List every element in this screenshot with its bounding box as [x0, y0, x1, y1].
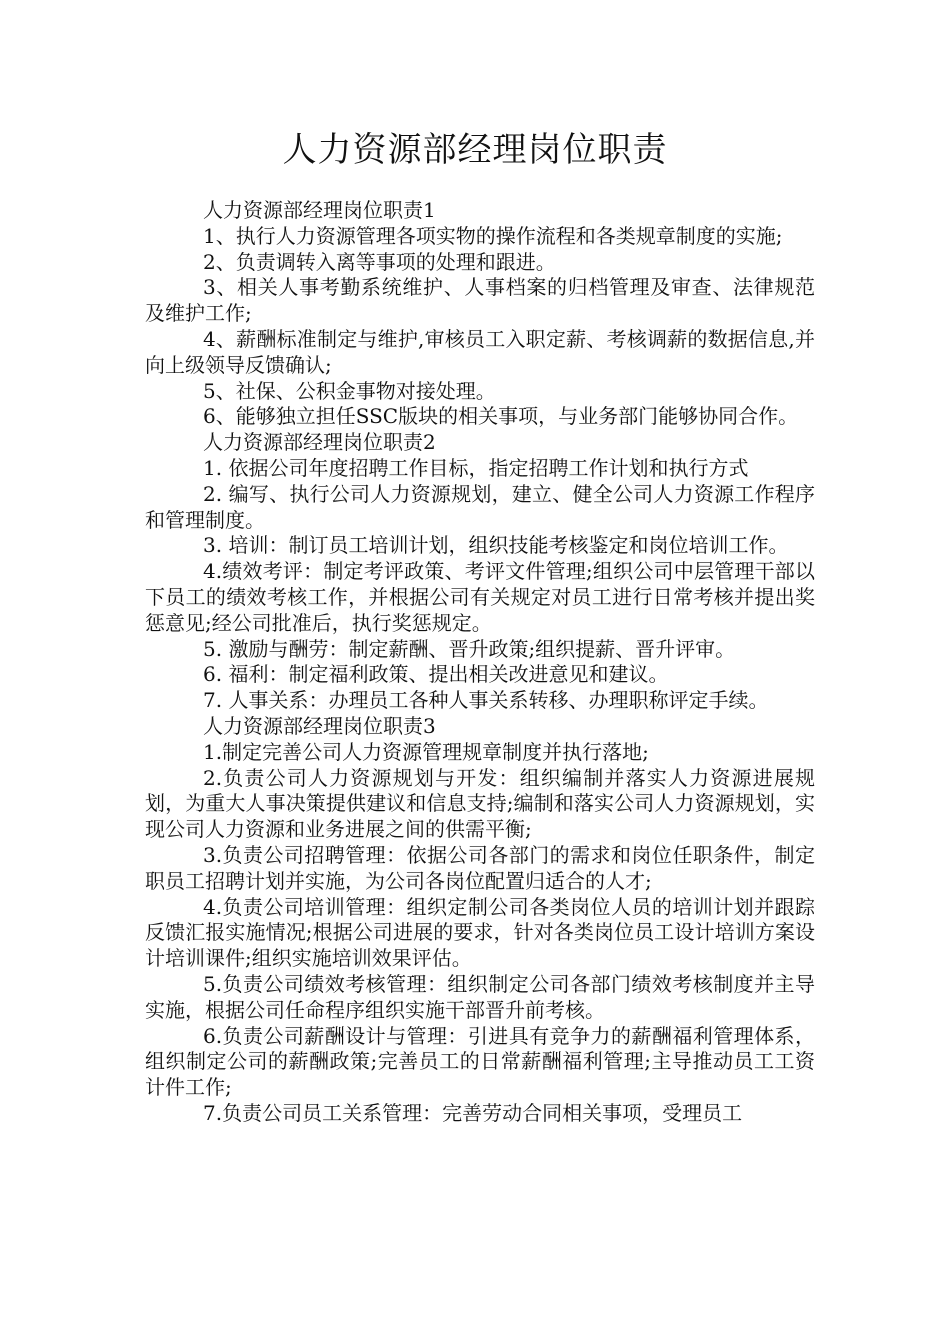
section-heading: 人力资源部经理岗位职责3: [203, 713, 436, 738]
paragraph: 6. 福利：制定福利政策、提出相关改进意见和建议。: [203, 662, 669, 687]
paragraph: 3.负责公司招聘管理：依据公司各部门的需求和岗位任职条件，制定职员工招聘计划并实施，为公司各岗位配置归适合的人才;: [145, 842, 815, 893]
paragraph: 7.负责公司员工关系管理：完善劳动合同相关事项，受理员工: [203, 1100, 743, 1125]
paragraph: 4、薪酬标准制定与维护,审核员工入职定薪、考核调薪的数据信息,并向上级领导反馈确认;: [145, 326, 815, 377]
paragraph: 1、执行人力资源管理各项实物的操作流程和各类规章制度的实施;: [203, 223, 783, 248]
paragraph: 2.负责公司人力资源规划与开发：组织编制并落实人力资源进展规划，为重大人事决策提供建议和信息支持;编制和落实公司人力资源规划，实现公司人力资源和业务进展之间的供需平衡;: [145, 765, 815, 842]
paragraph: 2. 编写、执行公司人力资源规划，建立、健全公司人力资源工作程序和管理制度。: [145, 481, 815, 532]
paragraph: 1.制定完善公司人力资源管理规章制度并执行落地;: [203, 739, 649, 764]
paragraph: 4.绩效考评：制定考评政策、考评文件管理;组织公司中层管理干部以下员工的绩效考核工作，并根据公司有关规定对员工进行日常考核并提出奖惩意见;经公司批准后，执行奖惩规定。: [145, 559, 815, 635]
paragraph: 3、相关人事考勤系统维护、人事档案的归档管理及审查、法律规范及维护工作;: [145, 275, 815, 326]
paragraph: 6、能够独立担任SSC版块的相关事项，与业务部门能够协同合作。: [203, 404, 799, 429]
paragraph: 2、负责调转入离等事项的处理和跟进。: [203, 249, 556, 274]
paragraph: 5、社保、公积金事物对接处理。: [203, 378, 496, 403]
paragraph: 7. 人事关系：办理员工各种人事关系转移、办理职称评定手续。: [203, 688, 769, 713]
section-heading: 人力资源部经理岗位职责1: [203, 198, 436, 222]
document-body: [145, 198, 815, 1127]
paragraph: 4.负责公司培训管理：组织定制公司各类岗位人员的培训计划并跟踪反馈汇报实施情况;根据公司进展的要求，针对各类岗位员工设计培训方案设计培训课件;组织实施培训效果评估。: [145, 894, 815, 971]
document-title: 人力资源部经理岗位职责: [282, 130, 668, 170]
paragraph: 3. 培训：制订员工培训计划，组织技能考核鉴定和岗位培训工作。: [203, 533, 789, 558]
paragraph: 6.负责公司薪酬设计与管理：引进具有竞争力的薪酬福利管理体系，组织制定公司的薪酬政策;完善员工的日常薪酬福利管理;主导推动员工工资计件工作;: [145, 1023, 815, 1100]
paragraph: 1. 依据公司年度招聘工作目标，指定招聘工作计划和执行方式: [203, 455, 749, 480]
paragraph: 5.负责公司绩效考核管理：组织制定公司各部门绩效考核制度并主导实施，根据公司任命程序组织实施干部晋升前考核。: [145, 971, 815, 1022]
section-heading: 人力资源部经理岗位职责2: [203, 430, 436, 455]
paragraph: 5. 激励与酬劳：制定薪酬、晋升政策;组织提薪、晋升评审。: [203, 636, 736, 661]
